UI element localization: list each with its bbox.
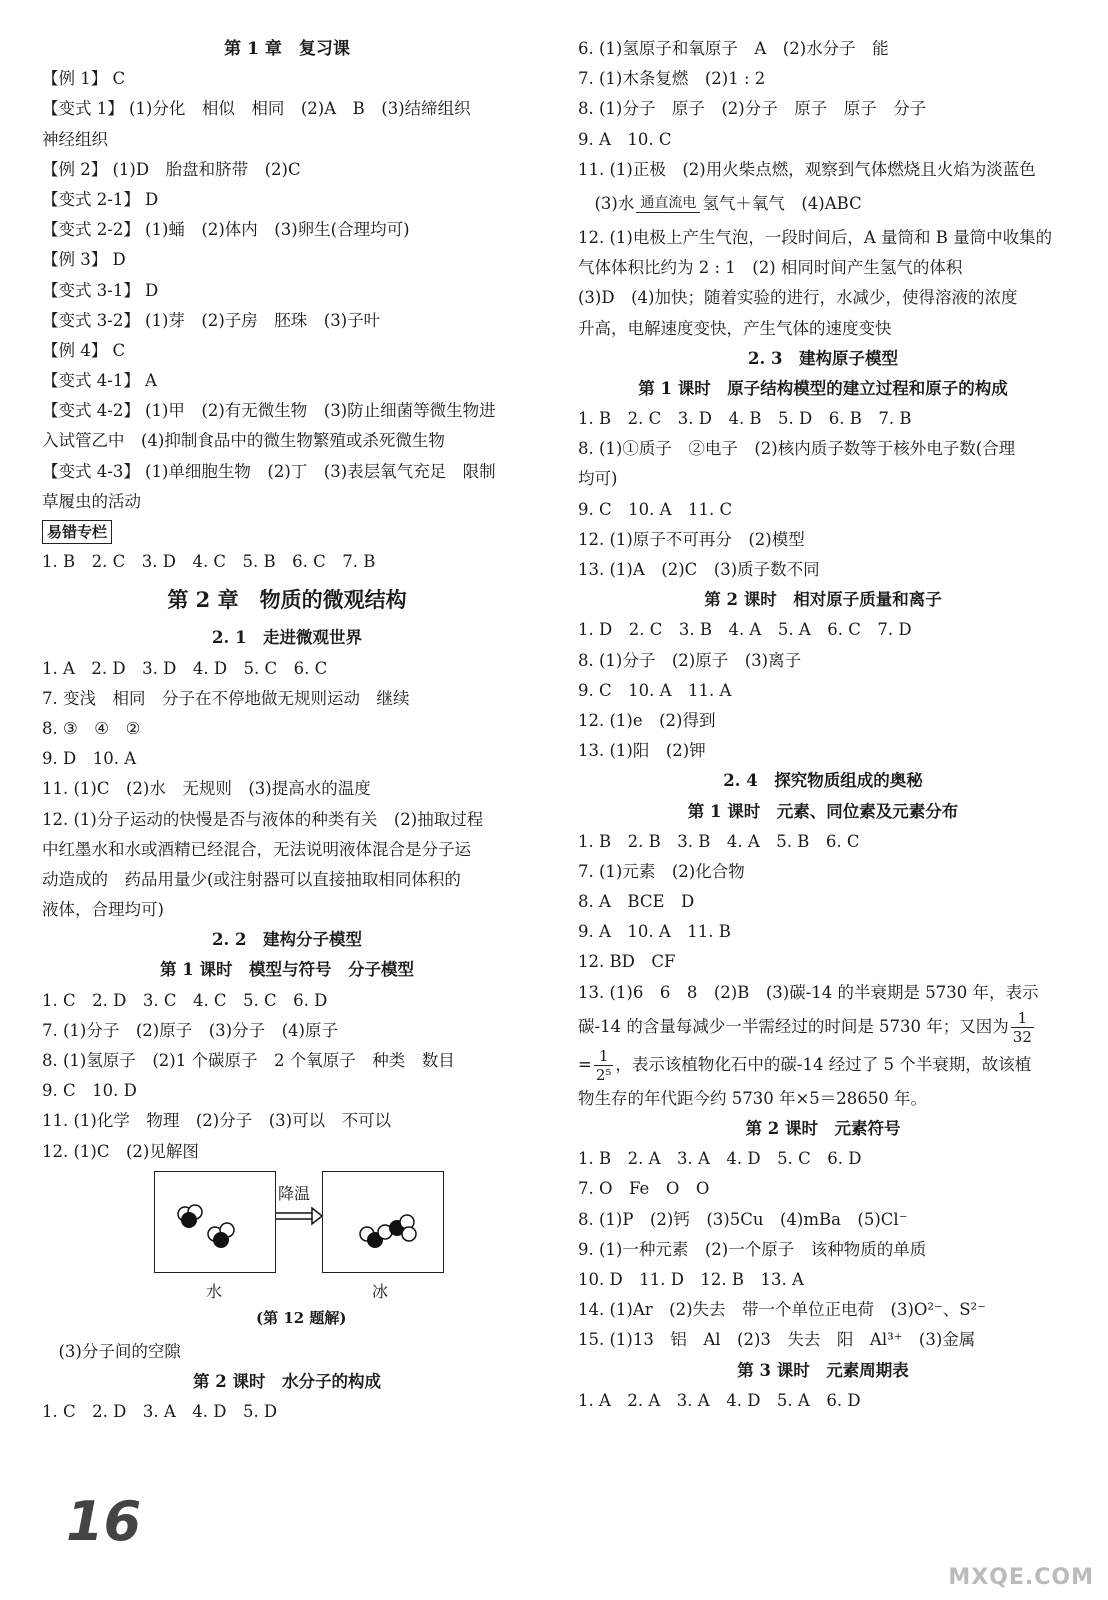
answer-line: 【变式 4-3】 (1)单细胞生物 (2)丁 (3)表层氧气充足 限制 bbox=[42, 461, 496, 481]
answer-line: 12. BD CF bbox=[578, 952, 676, 972]
section-heading: 第 3 课时 元素周期表 bbox=[737, 1360, 909, 1380]
fraction-numerator: 1 bbox=[1011, 1009, 1034, 1028]
answer-line: 【例 3】 D bbox=[42, 250, 126, 270]
answer-line: 1. B 2. A 3. A 4. D 5. C 6. D bbox=[578, 1149, 862, 1169]
answer-line: 液体，合理均可) bbox=[42, 900, 164, 920]
water-label: 水 bbox=[206, 1281, 223, 1301]
answer-line: 11. (1)C (2)水 无规则 (3)提高水的温度 bbox=[42, 779, 371, 799]
section-heading: 第 2 课时 相对原子质量和离子 bbox=[704, 590, 942, 610]
reaction-arrow bbox=[636, 195, 700, 213]
answer-line: 【例 4】 C bbox=[42, 340, 126, 360]
answer-line bbox=[578, 1046, 1068, 1084]
ice-box bbox=[322, 1171, 444, 1273]
answer-line: 均可) bbox=[578, 469, 618, 489]
error-column-badge: 易错专栏 bbox=[42, 520, 112, 544]
answer-line: 1. B 2. B 3. B 4. A 5. B 6. C bbox=[578, 831, 860, 851]
chapter-title: 第 2 章 物质的微观结构 bbox=[167, 587, 407, 613]
answer-line bbox=[578, 1008, 1068, 1046]
ice-molecules-icon bbox=[323, 1172, 443, 1272]
page-number: 16 bbox=[66, 1490, 142, 1553]
error-column-row bbox=[42, 517, 532, 547]
answer-line: 升高，电解速度变快，产生气体的速度变快 bbox=[578, 318, 892, 338]
answer-line: 9. C 10. A 11. C bbox=[578, 499, 733, 519]
answer-line: 8. (1)分子 原子 (2)分子 原子 原子 分子 bbox=[578, 99, 927, 119]
answer-line: 9. (1)一种元素 (2)一个原子 该种物质的单质 bbox=[578, 1239, 927, 1259]
answer-line: 物生存的年代距今约 5730 年×5＝28650 年。 bbox=[578, 1088, 928, 1108]
section-heading: 第 1 课时 模型与符号 分子模型 bbox=[160, 960, 414, 980]
figure-12 bbox=[42, 1167, 532, 1337]
answer-line: 【变式 1】 (1)分化 相似 相同 (2)A B (3)结缔组织 bbox=[42, 99, 471, 119]
answer-line: 9. C 10. A 11. A bbox=[578, 680, 732, 700]
fraction-denominator: 32 bbox=[1012, 1027, 1032, 1046]
answer-line: 9. D 10. A bbox=[42, 749, 137, 769]
answer-line: 1. B 2. C 3. D 4. C 5. B 6. C 7. B bbox=[42, 552, 376, 572]
ice-label: 冰 bbox=[372, 1281, 389, 1301]
answer-line: 1. C 2. D 3. A 4. D 5. D bbox=[42, 1402, 278, 1422]
section-heading: 第 1 课时 元素、同位素及元素分布 bbox=[687, 801, 959, 821]
reaction-condition: 通直流电 bbox=[640, 195, 697, 212]
fraction-numerator: 1 bbox=[594, 1047, 614, 1066]
answer-text: = bbox=[578, 1054, 592, 1074]
section-heading: 2. 3 建构原子模型 bbox=[748, 348, 898, 368]
fraction bbox=[1011, 1009, 1034, 1046]
answer-line: 8. (1)氢原子 (2)1 个碳原子 2 个氧原子 种类 数目 bbox=[42, 1051, 455, 1070]
right-column bbox=[578, 34, 1068, 1416]
answer-line: (3)D (4)加快；随着实验的进行，水减少，使得溶液的浓度 bbox=[578, 288, 1018, 308]
answer-line: 气体体积比约为 2 : 1 (2) 相同时间产生氢气的体积 bbox=[578, 258, 963, 278]
answer-line: 【例 2】 (1)D 胎盘和脐带 (2)C bbox=[42, 159, 301, 179]
section-heading: 2. 2 建构分子模型 bbox=[212, 930, 362, 950]
answer-line: 8. (1)P (2)钙 (3)5Cu (4)mBa (5)Cl⁻ bbox=[578, 1209, 908, 1229]
answer-line: 【变式 3-2】 (1)芽 (2)子房 胚珠 (3)子叶 bbox=[42, 310, 381, 330]
arrow-bar bbox=[636, 212, 700, 213]
answer-line: 13. (1)A (2)C (3)质子数不同 bbox=[578, 560, 820, 579]
answer-line: 7. (1)元素 (2)化合物 bbox=[578, 861, 745, 881]
answer-line: 草履虫的活动 bbox=[42, 491, 141, 511]
answer-line: 9. C 10. D bbox=[42, 1081, 137, 1101]
answer-line: 入试管乙中 (4)抑制食品中的微生物繁殖或杀死微生物 bbox=[42, 431, 445, 451]
answer-line: 【变式 4-2】 (1)甲 (2)有无微生物 (3)防止细菌等微生物进 bbox=[42, 401, 496, 421]
answer-line: 11. (1)化学 物理 (2)分子 (3)可以 不可以 bbox=[42, 1111, 392, 1131]
equation-prefix: (3)水 bbox=[578, 193, 635, 213]
answer-line: 1. D 2. C 3. B 4. A 5. A 6. C 7. D bbox=[578, 620, 912, 640]
answer-line: 12. (1)C (2)见解图 bbox=[42, 1141, 199, 1161]
section-heading: 第 1 课时 原子结构模型的建立过程和原子的构成 bbox=[638, 378, 1008, 398]
watermark: MXQE.COM bbox=[948, 1565, 1094, 1590]
equation-line bbox=[578, 185, 1068, 223]
figure-caption: (第 12 题解) bbox=[256, 1308, 347, 1327]
answer-line: 7. O Fe O O bbox=[578, 1179, 710, 1199]
answer-text: 碳-14 的含量每减少一半需经过的时间是 5730 年；又因为 bbox=[578, 1016, 1009, 1036]
fraction bbox=[594, 1047, 614, 1084]
answer-line: 1. A 2. A 3. A 4. D 5. A 6. D bbox=[578, 1390, 861, 1410]
cooling-arrow-icon bbox=[276, 1207, 322, 1231]
answer-line: 【变式 2-2】 (1)蛹 (2)体内 (3)卵生(合理均可) bbox=[42, 220, 410, 240]
section-heading: 2. 1 走进微观世界 bbox=[212, 628, 362, 648]
chapter-heading: 第 1 章 复习课 bbox=[224, 39, 350, 59]
section-heading: 第 2 课时 元素符号 bbox=[745, 1119, 901, 1138]
answer-line: 14. (1)Ar (2)失去 带一个单位正电荷 (3)O²⁻、S²⁻ bbox=[578, 1300, 986, 1320]
answer-line: 12. (1)电极上产生气泡，一段时间后，A 量筒和 B 量筒中收集的 bbox=[578, 227, 1053, 247]
answer-line: 【变式 4-1】 A bbox=[42, 371, 157, 391]
section-heading: 2. 4 探究物质组成的奥秘 bbox=[723, 771, 923, 791]
answer-line: 【变式 2-1】 D bbox=[42, 189, 159, 209]
equation-products: 氢气＋氧气 (4)ABC bbox=[702, 193, 862, 213]
answer-line: 神经组织 bbox=[42, 129, 108, 149]
section-heading: 第 2 课时 水分子的构成 bbox=[193, 1371, 381, 1391]
answer-text: ，表示该植物化石中的碳-14 经过了 5 个半衰期，故该植 bbox=[615, 1054, 1032, 1074]
answer-line: (3)分子间的空隙 bbox=[42, 1341, 181, 1361]
answer-line: 12. (1)原子不可再分 (2)模型 bbox=[578, 529, 805, 549]
water-molecules-icon bbox=[155, 1172, 275, 1272]
answer-line: 13. (1)6 6 8 (2)B (3)碳-14 的半衰期是 5730 年，表示 bbox=[578, 982, 1039, 1002]
answer-line: 7. (1)木条复燃 (2)1 : 2 bbox=[578, 69, 766, 89]
arrow-label: 降温 bbox=[278, 1183, 311, 1203]
answer-line: 9. A 10. A 11. B bbox=[578, 922, 731, 942]
fraction-denominator: 2⁵ bbox=[595, 1065, 612, 1084]
answer-line: 10. D 11. D 12. B 13. A bbox=[578, 1269, 804, 1289]
water-box bbox=[154, 1171, 276, 1273]
answer-line: 8. (1)分子 (2)原子 (3)离子 bbox=[578, 650, 802, 670]
answer-line: 动造成的 药品用量少(或注射器可以直接抽取相同体积的 bbox=[42, 869, 461, 889]
answer-line: 12. (1)分子运动的快慢是否与液体的种类有关 (2)抽取过程 bbox=[42, 809, 484, 829]
answer-line: 1. C 2. D 3. C 4. C 5. C 6. D bbox=[42, 990, 328, 1010]
answer-line: 8. A BCE D bbox=[578, 892, 695, 912]
answer-line: 13. (1)阳 (2)钾 bbox=[578, 741, 706, 761]
answer-line: 9. A 10. C bbox=[578, 129, 672, 149]
answer-line: 12. (1)e (2)得到 bbox=[578, 710, 716, 730]
answer-line: 8. (1)①质子 ②电子 (2)核内质子数等于核外电子数(合理 bbox=[578, 439, 1016, 459]
answer-line: 15. (1)13 铝 Al (2)3 失去 阳 Al³⁺ (3)金属 bbox=[578, 1330, 976, 1350]
answer-line: 中红墨水和水或酒精已经混合，无法说明液体混合是分子运 bbox=[42, 839, 471, 859]
answer-line: 1. A 2. D 3. D 4. D 5. C 6. C bbox=[42, 658, 328, 678]
answer-line: 7. (1)分子 (2)原子 (3)分子 (4)原子 bbox=[42, 1020, 338, 1040]
answer-line: 11. (1)正极 (2)用火柴点燃，观察到气体燃烧且火焰为淡蓝色 bbox=[578, 159, 1036, 179]
answer-line: 1. B 2. C 3. D 4. B 5. D 6. B 7. B bbox=[578, 409, 912, 429]
answer-line: 【例 1】 C bbox=[42, 69, 126, 89]
answer-line: 【变式 3-1】 D bbox=[42, 280, 159, 300]
answer-line: 8. ③ ④ ② bbox=[42, 718, 141, 738]
answer-line: 7. 变浅 相同 分子在不停地做无规则运动 继续 bbox=[42, 688, 410, 708]
left-column bbox=[42, 34, 532, 1427]
answer-line: 6. (1)氢原子和氧原子 A (2)水分子 能 bbox=[578, 39, 889, 58]
